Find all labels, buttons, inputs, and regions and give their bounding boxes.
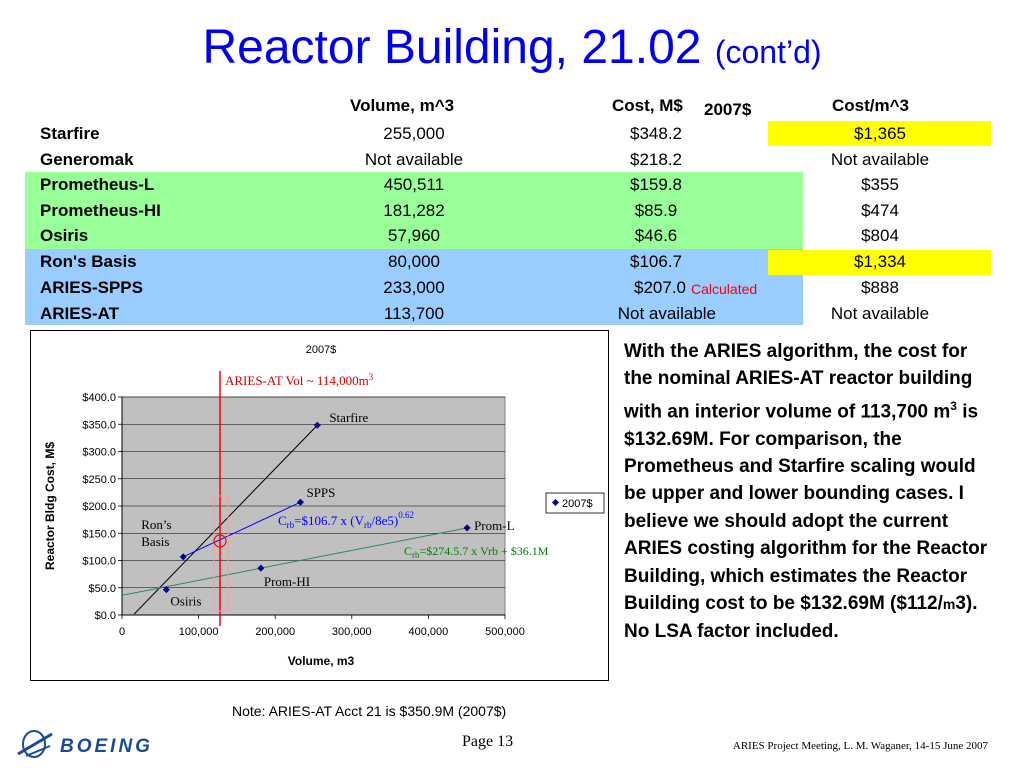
- calculated-note: Calculated: [691, 281, 758, 297]
- blue-fit-annotation: $C_{rb}=\$106.7$ x $(V_{rb}/8e5)^{0.62}$: [278, 510, 414, 530]
- point-label: Prom-L: [474, 517, 515, 533]
- row-volume: 233,000: [383, 278, 445, 297]
- row-cost-per: Not available: [830, 150, 930, 169]
- table-row: [0, 301, 1024, 327]
- footer-text: ARIES Project Meeting, L. M. Waganer, 14-15 June 2007: [732, 740, 988, 752]
- row-name: Ron's Basis: [40, 252, 137, 271]
- row-cost-per: $804: [861, 226, 899, 245]
- header-cost: Cost, M$: [612, 96, 683, 115]
- point-label: Osiris: [170, 593, 202, 609]
- row-volume: Not available: [364, 150, 464, 169]
- point-label: Prom-HI: [263, 574, 311, 590]
- row-cost-per: $888: [861, 278, 899, 297]
- y-tick-label: $350.0: [82, 419, 116, 432]
- commentary-p1: With the ARIES algorithm, the cost for the nominal ARIES-AT reactor building with an interior volume of 113,700 m: [624, 341, 973, 423]
- aries-vol-annotation: ARIES-AT Vol ~ $114,000m^3$: [225, 372, 374, 388]
- row-name: Prometheus-HI: [40, 201, 161, 220]
- title-main: Reactor Building, 21.02: [202, 21, 702, 74]
- y-tick-label: $200.0: [82, 501, 116, 513]
- row-volume: 57,960: [388, 226, 440, 245]
- y-tick-label: $0.0: [94, 610, 116, 622]
- row-cost: $348.2: [630, 124, 682, 143]
- row-volume: 80,000: [388, 252, 440, 271]
- y-tick-label: $250.0: [82, 473, 116, 486]
- row-name: Starfire: [40, 124, 100, 143]
- scatter-chart: [31, 331, 608, 680]
- chart-title: 2007$: [305, 344, 337, 356]
- row-cost-per: $1,334: [854, 252, 906, 271]
- row-name: ARIES-AT: [40, 304, 120, 323]
- header-volume: Volume, m^3: [350, 96, 455, 115]
- x-tick-label: 100,000: [178, 626, 219, 638]
- commentary-text: [624, 338, 994, 646]
- page-title: [0, 18, 1024, 82]
- row-name: ARIES-SPPS: [40, 278, 143, 297]
- table-row: [0, 275, 1024, 301]
- table-row: [0, 223, 1024, 249]
- x-tick-label: 0: [118, 626, 126, 638]
- row-cost: $207.0: [634, 278, 686, 297]
- table-row: [0, 198, 1024, 224]
- table-row: [0, 121, 1024, 147]
- row-cost: $106.7: [630, 252, 682, 271]
- table-row: [0, 172, 1024, 198]
- row-cost: $85.9: [634, 201, 678, 220]
- row-volume: 113,700: [383, 304, 445, 323]
- row-volume: 181,282: [383, 201, 445, 220]
- legend-label: 2007$: [562, 498, 593, 510]
- row-cost-per: Not available: [830, 304, 930, 323]
- row-cost: Not available: [617, 304, 716, 323]
- point-label: Basis: [141, 533, 170, 549]
- point-label: Starfire: [329, 410, 369, 426]
- row-cost-per: $474: [861, 201, 899, 220]
- green-fit-annotation: $C_{rb}=\$274.5.7$ x Vrb + $36.1M: [404, 544, 549, 560]
- row-name: Osiris: [40, 226, 89, 245]
- x-tick-label: 500,000: [485, 626, 525, 638]
- row-cost: $218.2: [630, 150, 682, 169]
- x-tick-label: 200,000: [255, 626, 296, 638]
- commentary-sup: 3: [950, 398, 957, 413]
- x-tick-label: 300,000: [331, 626, 372, 638]
- point-label: SPPS: [306, 485, 336, 501]
- commentary-p2: is $132.69M. For comparison, the Prometheus and Starfire scaling would be upper and lower bounding cases. I believe we should adopt the current ARIES costing algorithm for the Reactor Building, which estimates the Reactor Building cost to be $132.69M ($112/: [624, 401, 988, 614]
- svg-text:BOEING: BOEING: [60, 736, 153, 757]
- table-row: [0, 147, 1024, 173]
- commentary-unit: m: [942, 595, 956, 612]
- x-tick-label: 400,000: [408, 626, 449, 638]
- y-tick-label: $50.0: [88, 582, 116, 595]
- page-number: Page 13: [462, 733, 514, 750]
- row-name: Prometheus-L: [40, 175, 155, 194]
- x-axis-label: Volume, m3: [287, 654, 355, 668]
- chart-frame: [30, 330, 609, 681]
- row-volume: 255,000: [383, 124, 445, 143]
- row-name: Generomak: [40, 150, 134, 169]
- row-cost: $46.6: [634, 226, 678, 245]
- boeing-logo-icon: [12, 728, 202, 762]
- header-cost-year: 2007$: [704, 100, 752, 119]
- boeing-logo: [12, 728, 202, 767]
- y-tick-label: $300.0: [82, 446, 116, 459]
- point-label: Ron’s: [141, 516, 172, 532]
- title-sub: (cont’d): [714, 34, 822, 70]
- row-volume: 450,511: [383, 175, 445, 194]
- header-cost-per: Cost/m^3: [832, 96, 909, 115]
- row-cost-per: $355: [861, 175, 899, 194]
- y-tick-label: $100.0: [82, 555, 116, 568]
- y-tick-label: $400.0: [82, 392, 116, 404]
- y-tick-label: $150.0: [82, 528, 116, 541]
- table-row: [0, 249, 1024, 275]
- row-cost-per: $1,365: [854, 124, 906, 143]
- footnote: Note: ARIES-AT Acct 21 is $350.9M (2007$): [232, 703, 507, 719]
- y-axis-label: Reactor Bldg Cost, M$: [43, 441, 57, 571]
- commentary-p3: 3). No LSA factor included.: [624, 592, 978, 643]
- row-cost: $159.8: [630, 175, 682, 194]
